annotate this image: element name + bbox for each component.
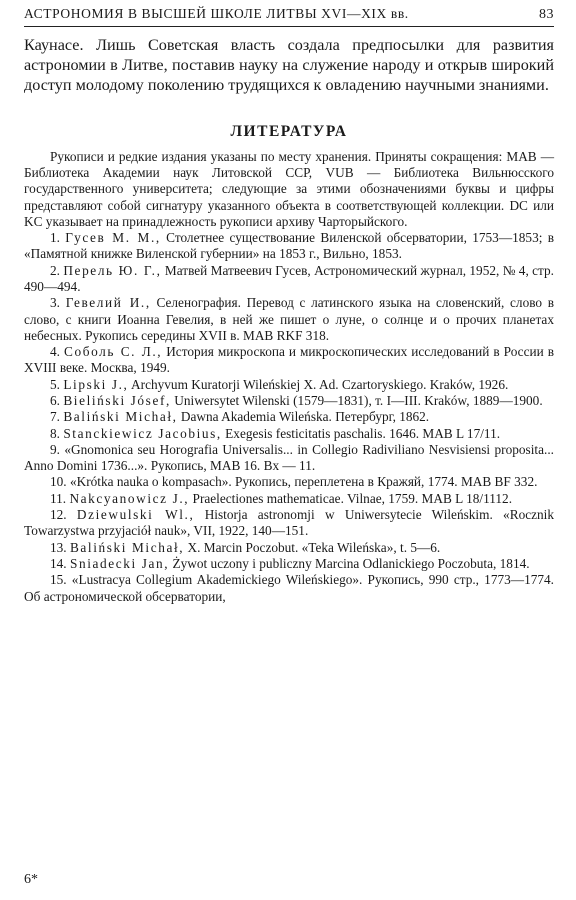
reference-text: Historja astronomji w Uniwersytecie Wileńskim. «Rocznik Towarzystwa przyjaciół nauk», VII, 1922, 140—151.	[24, 507, 555, 539]
reference-number: 9.	[50, 441, 60, 457]
reference-item	[24, 344, 554, 377]
reference-text: Praelectiones mathematicae. Vilnae, 1759. MAB L 18/1112.	[192, 490, 513, 506]
reference-number: 5.	[50, 376, 60, 392]
reference-text: Exegesis festicitatis paschalis. 1646. MAB L 17/11.	[225, 425, 501, 441]
page-number: 83	[539, 7, 554, 22]
reference-number: 10.	[50, 474, 67, 490]
reference-number: 1.	[50, 230, 60, 246]
reference-number: 14.	[50, 555, 67, 571]
page-header	[24, 0, 554, 27]
reference-number: 4.	[50, 344, 60, 360]
reference-author: Baliński Michał,	[69, 539, 185, 555]
intro-paragraph: Каунасе. Лишь Советская власть создала предпосылки для развития астрономии в Литве, поставив науку на служение народу и открыв широкий доступ молодому поколению трудящихся к овладению научными знаниями.	[24, 36, 554, 94]
reference-author: Перель Ю. Г.,	[63, 262, 162, 278]
reference-author: Гусев М. М.,	[65, 230, 161, 246]
reference-item	[24, 409, 554, 425]
reference-text: Столетнее существование Виленской обсерватории, 1753—1853; в «Памятной книжке Виленской губернии» на 1853 г., Вильно, 1853.	[24, 230, 554, 262]
reference-number: 3.	[50, 295, 60, 311]
reference-text: «Krótka nauka o kompasach». Рукопись, переплетена в Кражяй, 1774. MAB BF 332.	[69, 474, 538, 490]
reference-text: История микроскопа и микроскопических исследований в России в XVIII веке. Москва, 1949.	[24, 344, 555, 376]
reference-list	[24, 230, 554, 605]
reference-item	[24, 295, 554, 344]
reference-number: 11.	[50, 490, 67, 506]
reference-number: 6.	[50, 392, 60, 408]
reference-author: Соболь С. Л.,	[64, 344, 163, 360]
reference-author: Lipski J.,	[63, 376, 129, 392]
reference-author: Stanckiewicz Jacobius,	[63, 425, 222, 441]
reference-text: Uniwersytet Wilenski (1579—1831), т. I—III. Kraków, 1889—1900.	[174, 392, 543, 408]
reference-text: Селенография. Перевод с латинского языка на словенский, слово в слово, с книги Иоанна Гевелия, в ней же пишет о луне, о солнце и о прочих планетах небесных. Рукопись середины XVII в. MAB RKF 318.	[24, 295, 555, 343]
reference-text: Dawna Akademia Wileńska. Петербург, 1862.	[180, 409, 430, 425]
reference-item	[24, 442, 554, 475]
reference-author: Sniadecki Jan,	[69, 555, 170, 571]
signature-mark: 6*	[24, 872, 38, 887]
reference-text: X. Marcin Poczobut. «Teka Wileńska», t. 5—6.	[187, 539, 441, 555]
reference-item	[24, 572, 554, 605]
reference-number: 12.	[50, 507, 67, 523]
reference-text: «Lustracya Collegium Akademickiego Wileńskiego». Рукопись, 990 стр., 1773—1774. Об астрономической обсерватории,	[24, 572, 554, 604]
reference-text: «Gnomonica seu Horografia Universalis... in Collegio Radiviliano Nesvisiensi proposita... Anno Domini 1736...». Рукопись, MAB 16. Bx — 11.	[24, 441, 554, 474]
reference-number: 8.	[50, 425, 60, 441]
reference-text: Archyvum Kuratorji Wileńskiej X. Ad. Czartoryskiego. Kraków, 1926.	[131, 376, 509, 392]
lead-paragraph: Рукописи и редкие издания указаны по месту хранения. Приняты сокращения: MAB — Библиотека Академии наук Литовской ССР, VUB — Библиотека Вильнюсского государственного университета; следующие за этими обозначениями буквы и цифры представляют собой сигнатуру указанного объекта в соответствующей коллекции. DC или KC указывает на принадлежность рукописи архиву Чарторыйского.	[24, 149, 554, 229]
reference-item	[24, 474, 554, 490]
reference-author: Bieliński Jósef,	[63, 392, 171, 408]
reference-item	[24, 491, 554, 507]
reference-author: Dziewulski Wl.,	[76, 507, 195, 523]
reference-item	[24, 230, 554, 263]
reference-item	[24, 393, 554, 409]
reference-text: Żywot uczony i publiczny Marcina Odlanickiego Poczobuta, 1814.	[172, 555, 530, 571]
reference-number: 15.	[50, 572, 67, 588]
reference-author: Baliński Michał,	[63, 409, 178, 425]
reference-item	[24, 263, 554, 296]
running-title: АСТРОНОМИЯ В ВЫСШЕЙ ШКОЛЕ ЛИТВЫ XVI—XIX вв.	[24, 6, 409, 21]
reference-author: Nakcyanowicz J.,	[69, 490, 190, 506]
reference-number: 2.	[50, 262, 60, 278]
reference-number: 13.	[50, 539, 67, 555]
reference-number: 7.	[50, 409, 60, 425]
section-heading: ЛИТЕРАТУРА	[230, 123, 348, 140]
reference-item	[24, 556, 554, 572]
reference-item	[24, 540, 554, 556]
reference-text: Матвей Матвеевич Гусев, Астрономический журнал, 1952, № 4, стр. 490—494.	[24, 262, 554, 294]
reference-item	[24, 377, 554, 393]
reference-item	[24, 507, 554, 540]
reference-item	[24, 426, 554, 442]
reference-author: Гевелий И.,	[65, 295, 151, 311]
